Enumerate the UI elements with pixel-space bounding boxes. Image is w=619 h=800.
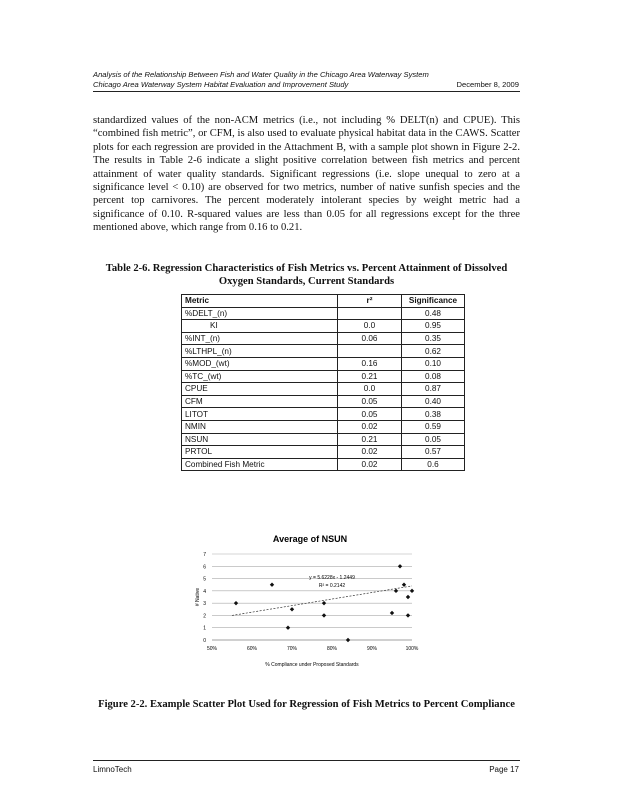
r-squared-cell: 0.02 [338, 420, 402, 433]
data-point [286, 626, 290, 630]
metric-cell: NSUN [182, 433, 338, 446]
data-point [322, 613, 326, 617]
r-squared-cell [338, 345, 402, 358]
metric-cell: %INT_(n) [182, 332, 338, 345]
r-squared-cell [338, 307, 402, 320]
table-row [182, 332, 465, 345]
figure-caption: Figure 2-2. Example Scatter Plot Used for Regression of Fish Metrics to Percent Compliance [98, 699, 515, 710]
table-row [182, 383, 465, 396]
footer-company: LimnoTech [93, 765, 132, 774]
x-tick-label: 60% [246, 646, 258, 652]
table-header-row [182, 295, 465, 308]
y-tick-label: 4 [203, 588, 206, 595]
y-tick-label: 3 [203, 601, 206, 608]
table-row [182, 408, 465, 421]
metric-cell: CFM [182, 395, 338, 408]
y-tick-label: 0 [203, 638, 206, 644]
y-tick-label: 7 [203, 552, 206, 558]
data-point [270, 583, 274, 587]
metric-cell: NMIN [182, 420, 338, 433]
x-tick-label: 50% [206, 646, 218, 652]
header-study-title: Chicago Area Waterway System Habitat Evaluation and Improvement Study [93, 80, 349, 89]
trendline-equation: y = 5.6228x - 1.2449 [309, 575, 355, 581]
r-squared-cell: 0.0 [338, 320, 402, 333]
metric-cell: %TC_(wt) [182, 370, 338, 383]
r-squared-cell: 0.16 [338, 357, 402, 370]
r-squared-cell: 0.05 [338, 408, 402, 421]
column-header-significance: Significance [402, 295, 465, 308]
significance-cell: 0.57 [402, 446, 465, 459]
header-report-title: Analysis of the Relationship Between Fish and Water Quality in the Chicago Area Waterway System [93, 70, 429, 79]
significance-cell: 0.08 [402, 370, 465, 383]
y-tick-label: 1 [203, 625, 206, 632]
y-tick-label: 5 [203, 576, 206, 583]
data-point [390, 611, 394, 615]
significance-cell: 0.6 [402, 458, 465, 471]
x-tick-label: 70% [286, 646, 298, 652]
metric-cell: %DELT_(n) [182, 307, 338, 320]
r-squared-cell: 0.21 [338, 433, 402, 446]
table-row [182, 433, 465, 446]
table-row [182, 446, 465, 459]
y-tick-label: 6 [203, 564, 206, 571]
metric-cell: KI [182, 320, 338, 333]
significance-cell: 0.05 [402, 433, 465, 446]
footer-page-number: Page 17 [489, 765, 519, 774]
x-tick-label: 100% [405, 646, 419, 652]
r-squared-cell: 0.02 [338, 458, 402, 471]
footer-rule [93, 760, 520, 761]
table-row [182, 420, 465, 433]
r-squared-cell: 0.21 [338, 370, 402, 383]
table-row [182, 357, 465, 370]
data-point [402, 583, 406, 587]
metric-cell: CPUE [182, 383, 338, 396]
x-tick-label: 80% [326, 646, 338, 652]
body-paragraph: standardized values of the non-ACM metrics (i.e., not including % DELT(n) and CPUE). This “combined fish metric”, or CFM, is also used to evaluate physical habitat data in the CAWS. Scatter plots for each regression are provided in the Attachment B, with a sample plot shown in Figure 2-2. The results in Table 2-6 indicate a slight positive correlation between fish metrics and percent attainment of water quality standards. Significant regressions (i.e. slope unequal to zero at a significance level < 0.10) are observed for two metrics, number of native sunfish species and the percent top carnivores. The percent moderately intolerant species by weight metric had a significance of 0.10. R-squared values are less than 0.05 for all regressions except for the three mentioned above, which range from 0.16 to 0.21. [93, 115, 520, 234]
column-header-r-squared: r² [338, 295, 402, 308]
significance-cell: 0.59 [402, 420, 465, 433]
data-point [322, 601, 326, 605]
y-tick-label: 2 [203, 613, 206, 620]
metric-cell: %MOD_(wt) [182, 357, 338, 370]
table-row [182, 307, 465, 320]
significance-cell: 0.48 [402, 307, 465, 320]
metric-cell: %LTHPL_(n) [182, 345, 338, 358]
data-point [234, 601, 238, 605]
r-squared-cell: 0.02 [338, 446, 402, 459]
header-rule [93, 91, 520, 92]
nsun-scatter-chart [196, 530, 436, 680]
table-caption: Table 2-6. Regression Characteristics of Fish Metrics vs. Percent Attainment of Dissolved Oxygen Standards, Current Standards [105, 263, 508, 287]
header-date: December 8, 2009 [456, 80, 519, 89]
metric-cell: Combined Fish Metric [182, 458, 338, 471]
data-point [346, 638, 350, 642]
significance-cell: 0.87 [402, 383, 465, 396]
table-row [182, 370, 465, 383]
metric-cell: PRTOL [182, 446, 338, 459]
r-squared-cell: 0.05 [338, 395, 402, 408]
data-point [290, 607, 294, 611]
significance-cell: 0.10 [402, 357, 465, 370]
data-point [406, 613, 410, 617]
significance-cell: 0.95 [402, 320, 465, 333]
significance-cell: 0.38 [402, 408, 465, 421]
x-axis-label: % Compliance under Proposed Standards [265, 662, 359, 668]
table-row [182, 395, 465, 408]
chart-title: Average of NSUN [272, 534, 348, 544]
trendline-r-squared: R² = 0.2142 [318, 583, 346, 589]
r-squared-cell: 0.0 [338, 383, 402, 396]
y-axis-label: # Native [195, 587, 201, 607]
x-tick-label: 90% [366, 646, 378, 652]
data-point [406, 595, 410, 599]
column-header-metric: Metric [182, 295, 338, 308]
metric-cell: LITOT [182, 408, 338, 421]
significance-cell: 0.62 [402, 345, 465, 358]
trendline [232, 586, 412, 615]
table-row [182, 320, 465, 333]
data-point [398, 564, 402, 568]
r-squared-cell: 0.06 [338, 332, 402, 345]
significance-cell: 0.40 [402, 395, 465, 408]
significance-cell: 0.35 [402, 332, 465, 345]
data-point [410, 589, 414, 593]
data-point [394, 589, 398, 593]
table-row [182, 345, 465, 358]
regression-table [181, 294, 465, 471]
table-row [182, 458, 465, 471]
